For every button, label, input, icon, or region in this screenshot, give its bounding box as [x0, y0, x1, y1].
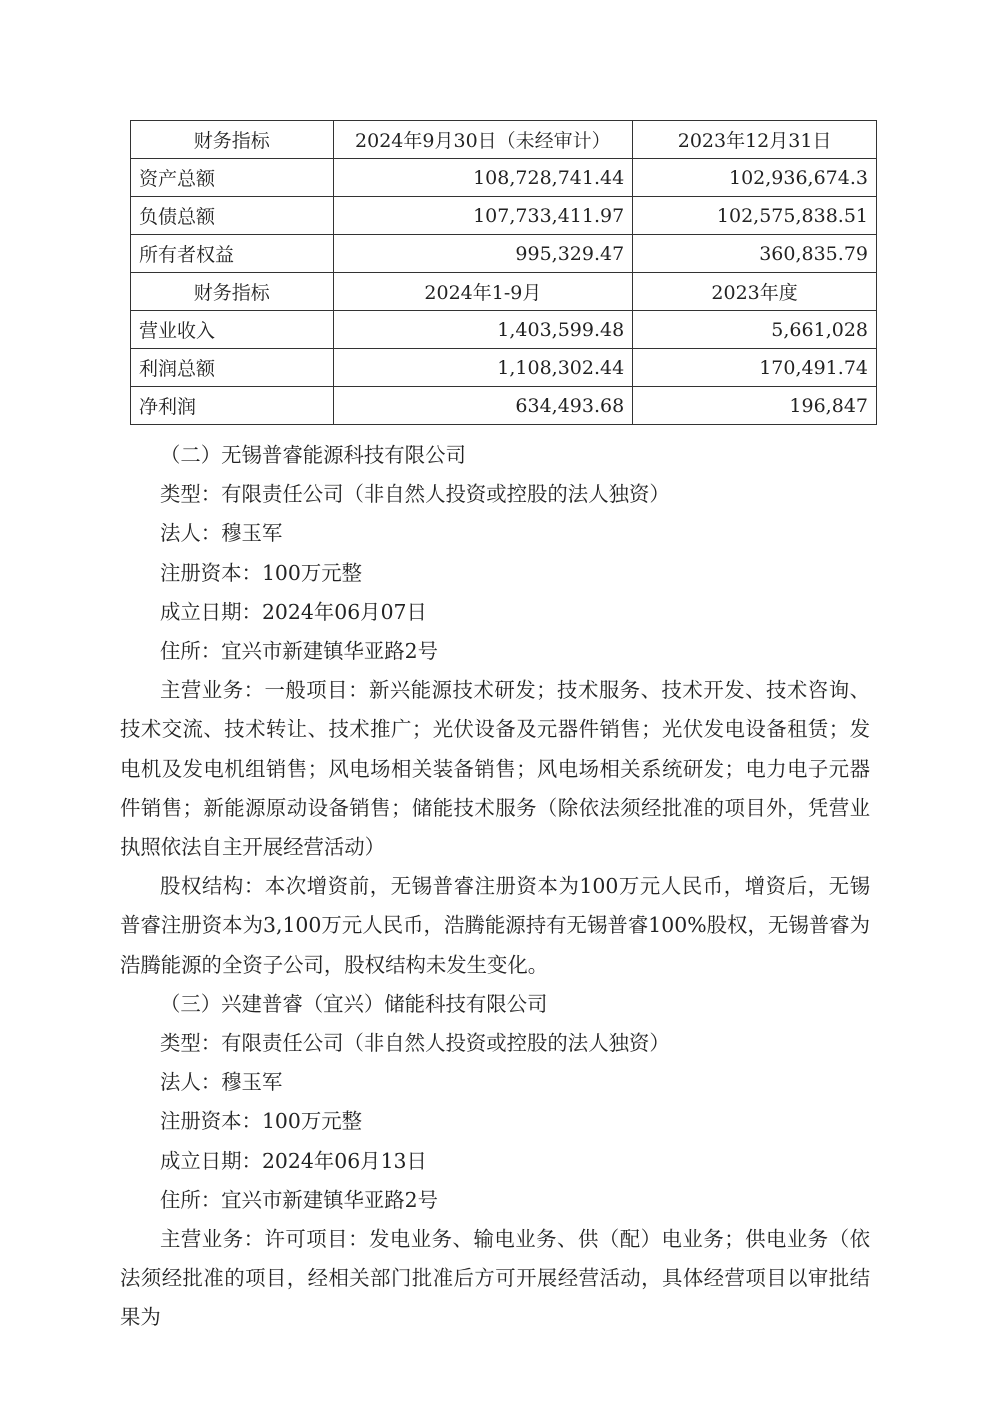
- paragraph: 住所：宜兴市新建镇华亚路2号: [160, 1187, 439, 1212]
- row-label: 利润总额: [131, 349, 334, 387]
- section-heading: （二）无锡普睿能源科技有限公司: [160, 443, 466, 467]
- paragraph: 住所：宜兴市新建镇华亚路2号: [160, 639, 439, 664]
- financial-table: [130, 120, 877, 425]
- header-cell: 财务指标: [131, 273, 334, 311]
- value-cell: 634,493.68: [333, 387, 633, 425]
- table-row: [131, 387, 877, 425]
- table-row: [131, 197, 877, 235]
- table-row: [131, 311, 877, 349]
- value-cell: 1,108,302.44: [333, 349, 633, 387]
- row-label: 净利润: [131, 387, 334, 425]
- value-cell: 995,329.47: [333, 235, 633, 273]
- row-label: 负债总额: [131, 197, 334, 235]
- paragraph: 类型：有限责任公司（非自然人投资或控股的法人独资）: [160, 1031, 670, 1056]
- table-row: [131, 349, 877, 387]
- value-cell: 170,491.74: [633, 349, 877, 387]
- value-cell: 107,733,411.97: [333, 197, 633, 235]
- header-cell: 2024年9月30日（未经审计）: [333, 121, 633, 159]
- table-header-row: [131, 121, 877, 159]
- paragraph: 注册资本：100万元整: [160, 1109, 363, 1134]
- paragraph: 成立日期：2024年06月13日: [160, 1148, 427, 1173]
- table-row: [131, 235, 877, 273]
- paragraph: 主营业务：许可项目：发电业务、输电业务、供（配）电业务；供电业务（依法须经批准的项目，经相关部门批准后方可开展经营活动，具体经营项目以审批结果为: [120, 1227, 870, 1330]
- paragraph: 成立日期：2024年06月07日: [160, 599, 427, 624]
- header-cell: 2023年12月31日: [633, 121, 877, 159]
- row-label: 营业收入: [131, 311, 334, 349]
- value-cell: 102,575,838.51: [633, 197, 877, 235]
- value-cell: 196,847: [633, 387, 877, 425]
- header-cell: 财务指标: [131, 121, 334, 159]
- paragraph: 法人：穆玉军: [160, 521, 283, 546]
- row-label: 所有者权益: [131, 235, 334, 273]
- row-label: 资产总额: [131, 159, 334, 197]
- header-cell: 2024年1-9月: [333, 273, 633, 311]
- section-heading: （三）兴建普睿（宜兴）储能科技有限公司: [160, 991, 548, 1016]
- header-cell: 2023年度: [633, 273, 877, 311]
- paragraph: 法人：穆玉军: [160, 1070, 283, 1095]
- value-cell: 108,728,741.44: [333, 159, 633, 197]
- table-header-row: [131, 273, 877, 311]
- paragraph: 股权结构：本次增资前，无锡普睿注册资本为100万元人民币，增资后，无锡普睿注册资本为3,100万元人民币，浩腾能源持有无锡普睿100%股权，无锡普睿为浩腾能源的全资子公司，股权结构未发生变化。: [120, 874, 870, 977]
- value-cell: 360,835.79: [633, 235, 877, 273]
- paragraph: 注册资本：100万元整: [160, 560, 363, 585]
- value-cell: 1,403,599.48: [333, 311, 633, 349]
- value-cell: 102,936,674.3: [633, 159, 877, 197]
- table-row: [131, 159, 877, 197]
- document-body: [120, 436, 870, 1338]
- paragraph: 类型：有限责任公司（非自然人投资或控股的法人独资）: [160, 482, 670, 507]
- paragraph: 主营业务：一般项目：新兴能源技术研发；技术服务、技术开发、技术咨询、技术交流、技术转让、技术推广；光伏设备及元器件销售；光伏发电设备租赁；发电机及发电机组销售；风电场相关装备销售；风电场相关系统研发；电力电子元器件销售；新能源原动设备销售；储能技术服务（除依法须经批准的项目外，凭营业执照依法自主开展经营活动）: [120, 678, 870, 860]
- value-cell: 5,661,028: [633, 311, 877, 349]
